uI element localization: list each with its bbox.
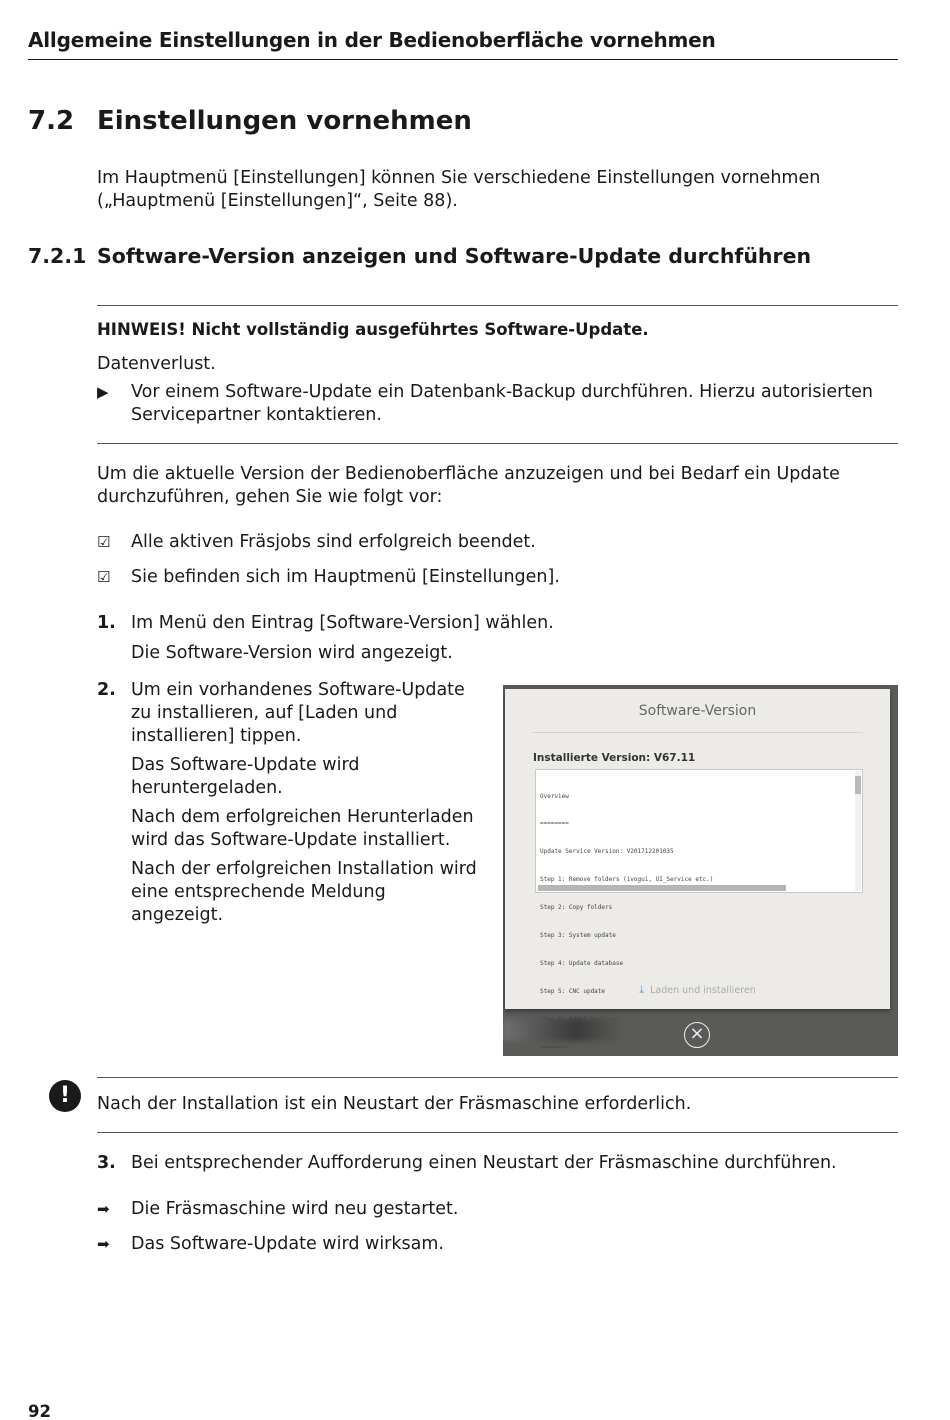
exclamation-icon: !: [49, 1080, 81, 1112]
download-icon: ⤓: [639, 983, 645, 996]
subsection-heading: [28, 244, 811, 268]
intro-line-1: Im Hauptmenü [Einstellungen] können Sie verschiedene Einstellungen vornehmen: [97, 168, 821, 188]
page-number: 92: [28, 1402, 51, 1420]
notice-consequence: Datenverlust.: [97, 354, 216, 374]
step-1-number: 1.: [97, 613, 116, 633]
intro-line-2: („Hauptmenü [Einstellungen]“, Seite 88).: [97, 191, 458, 211]
close-circle-icon[interactable]: ×: [684, 1022, 710, 1048]
log-line: ========: [540, 1043, 569, 1051]
step-2-line: zu installieren, auf [Laden und: [131, 703, 398, 723]
log-vertical-scroll-thumb[interactable]: [855, 776, 861, 794]
running-header-text: Allgemeine Einstellungen in der Bedienoberfläche vornehmen: [28, 28, 716, 52]
step-3-number: 3.: [97, 1153, 116, 1173]
step-2-result-3-line: eine entsprechende Meldung: [131, 882, 386, 902]
log-line: Step 1: Remove folders (ivogui, UI_Service etc.): [540, 876, 714, 884]
prerequisite-text: Alle aktiven Fräsjobs sind erfolgreich beendet.: [131, 532, 536, 552]
triangle-bullet-icon: ▶: [97, 383, 109, 401]
step-2-line: Um ein vorhandenes Software-Update: [131, 680, 465, 700]
step-2-result-3-line: Nach der erfolgreichen Installation wird: [131, 859, 477, 879]
step-2-result-2-line: Nach dem erfolgreichen Herunterladen: [131, 807, 474, 827]
checkbox-checked-icon: ☑: [97, 568, 111, 586]
section-heading: [28, 106, 472, 136]
log-line: Step 5: CNC update: [540, 987, 606, 995]
step-2-result-2-line: wird das Software-Update installiert.: [131, 830, 451, 850]
step-2-line: installieren] tippen.: [131, 726, 302, 746]
step-2-result-1-line: heruntergeladen.: [131, 778, 283, 798]
step-1-result: Die Software-Version wird angezeigt.: [131, 643, 453, 663]
software-version-dialog: [505, 689, 890, 1051]
load-and-install-button[interactable]: [505, 983, 890, 997]
step-2-result-3-line: angezeigt.: [131, 905, 224, 925]
notice-bottom-rule: [97, 443, 898, 444]
result-text: Das Software-Update wird wirksam.: [131, 1234, 444, 1254]
procedure-intro-line-2: durchzuführen, gehen Sie wie folgt vor:: [97, 487, 443, 507]
checkbox-checked-icon: ☑: [97, 533, 111, 551]
dialog-title: Software-Version: [638, 703, 757, 719]
step-2-number: 2.: [97, 680, 116, 700]
result-text: Die Fräsmaschine wird neu gestartet.: [131, 1199, 459, 1219]
intro-paragraph: [97, 167, 887, 213]
procedure-intro: [97, 463, 887, 509]
section-number: 7.2: [28, 106, 75, 136]
notice-top-rule: [97, 305, 898, 306]
warning-text: Nach der Installation ist ein Neustart der Fräsmaschine erforderlich.: [97, 1094, 692, 1114]
log-horizontal-scrollbar[interactable]: [538, 885, 786, 891]
step-1-text: Im Menü den Eintrag [Software-Version] wählen.: [131, 613, 554, 633]
notice-action-line-2: Servicepartner kontaktieren.: [131, 405, 382, 425]
log-line: Step 2: Copy folders: [540, 904, 613, 912]
subsection-number: 7.2.1: [28, 244, 87, 268]
section-title: Einstellungen vornehmen: [97, 106, 472, 136]
prerequisite-text: Sie befinden sich im Hauptmenü [Einstellungen].: [131, 567, 560, 587]
log-line: Overview: [540, 792, 569, 800]
warning-top-rule: [97, 1077, 898, 1078]
log-line: Step 4: Update database: [540, 959, 624, 967]
notice-action-line-1: Vor einem Software-Update ein Datenbank-Backup durchführen. Hierzu autorisierten: [131, 382, 874, 402]
log-line: Step 3: System update: [540, 932, 616, 940]
notice-title: HINWEIS! Nicht vollständig ausgeführtes Software-Update.: [97, 320, 649, 339]
arrow-right-icon: ➡: [97, 1200, 110, 1218]
log-line: ========: [540, 820, 569, 828]
subsection-title: Software-Version anzeigen und Software-Update durchführen: [97, 244, 812, 268]
warning-bottom-rule: [97, 1132, 898, 1133]
step-2-result-1-line: Das Software-Update wird: [131, 755, 360, 775]
software-version-screenshot: [503, 685, 898, 1056]
dialog-title-divider: [533, 732, 863, 733]
load-and-install-label: Laden und installieren: [650, 985, 756, 996]
update-log-text: [540, 773, 713, 1056]
step-3-text: Bei entsprechender Aufforderung einen Neustart der Fräsmaschine durchführen.: [131, 1153, 837, 1173]
log-line: Update Service Version: V201712201035: [540, 848, 674, 856]
procedure-intro-line-1: Um die aktuelle Version der Bedienoberfläche anzuzeigen und bei Bedarf ein Update: [97, 464, 840, 484]
installed-version-label: Installierte Version: V67.11: [533, 752, 696, 764]
arrow-right-icon: ➡: [97, 1235, 110, 1253]
running-header: [28, 28, 898, 60]
blurred-label: [503, 1019, 623, 1041]
